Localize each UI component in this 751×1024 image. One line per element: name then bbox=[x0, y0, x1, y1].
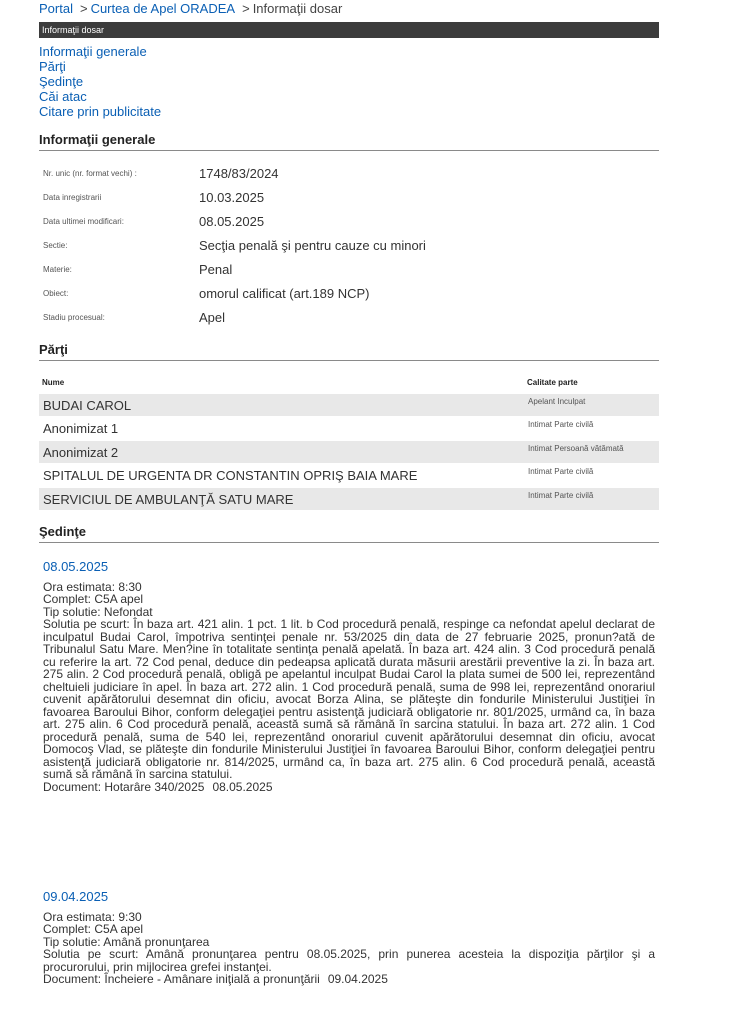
session-date-link[interactable]: 08.05.2025 bbox=[43, 559, 109, 574]
session-document bbox=[43, 781, 655, 794]
breadcrumb-court-link[interactable]: Curtea de Apel ORADEA bbox=[90, 1, 236, 16]
info-label: Stadiu procesual: bbox=[43, 313, 105, 322]
info-row-materie bbox=[43, 262, 653, 282]
session-solution-type: Tip solutie: Nefondat bbox=[43, 604, 153, 619]
session-entry bbox=[43, 891, 655, 986]
info-row-obiect bbox=[43, 286, 653, 306]
breadcrumb-current: Informaţii dosar bbox=[252, 1, 343, 16]
page-title-bar: Informaţii dosar bbox=[39, 22, 659, 38]
document-date: 08.05.2025 bbox=[212, 779, 273, 794]
info-value: 1748/83/2024 bbox=[199, 166, 279, 181]
section-title-sedinte: Şedinţe bbox=[39, 524, 659, 543]
party-role: Apelant Inculpat bbox=[528, 397, 586, 406]
session-summary: Solutia pe scurt: În baza art. 421 alin. 1 pct. 1 lit. b Cod procedură penală, respinge ca nefondat apelul declarat de inculpatul Budai Carol, împotriva sentinţei penale nr. 53/2025 din data de 27 februarie 2025, pronun?ată de Tribunalul Satu Mare. Men?ine în totalitate sentinţa penală apelată. În baza art. 424 alin. 3 Cod procedură penală cu referire la art. 72 Cod penal, deduce din pedeapsa aplicată durata măsurii arestării preventive la zi. În baza art. 275 alin. 2 Cod procedură penală, obligă pe apelantul inculpat Budai Carol la plata sumei de 500 lei, reprezentând cheltuieli judiciare în apel. În baza art. 272 alin. 1 Cod procedură penală, suma de 998 lei, reprezentând onorariul cuvenit apărătorului desemnat din oficiu, avocat Borza Alina, se plăteşte din fondurile Ministerului Justiţiei în favoarea Baroului Bihor, conform delegaţiei pentru asistenţă judiciară obligatorie nr. 801/2025, urmând ca, în baza art. 275 alin. 6 Cod procedură penală, această sumă să rămână în sarcina statului. În baza art. 272 alin. 1 Cod procedură penală, suma de 540 lei, reprezentând onorariul cuvenit apărătorului desemnat din oficiu, avocat Domocoş Vlad, se plăteşte din fondurile Ministerului Justiţiei în favoarea Baroului Bihor, conform delegaţiei pentru asistenţă judiciară obligatorie nr. 814/2025, urmând ca, în baza art. 275 alin. 6 Cod procedură penală, această sumă să rămână în sarcina statului. bbox=[43, 617, 655, 781]
info-value: Penal bbox=[199, 262, 233, 277]
info-value: 10.03.2025 bbox=[199, 190, 265, 205]
session-panel: Complet: C5A apel bbox=[43, 922, 144, 936]
session-time: Ora estimata: 9:30 bbox=[43, 909, 142, 924]
nav-link-sedinte[interactable]: Şedinţe bbox=[39, 74, 84, 89]
party-role: Intimat Parte civilă bbox=[528, 491, 594, 500]
info-label: Materie: bbox=[43, 265, 72, 274]
session-date-link[interactable]: 09.04.2025 bbox=[43, 889, 109, 904]
table-row bbox=[39, 488, 659, 510]
info-row-data-inregistrarii bbox=[43, 190, 653, 210]
document-label: Document: Încheiere - Amânare iniţială a pronunţării bbox=[43, 972, 320, 986]
info-value: Secţia penală şi pentru cauze cu minori bbox=[199, 238, 426, 253]
info-label: Data inregistrarii bbox=[43, 193, 102, 202]
session-document bbox=[43, 973, 655, 986]
section-title-general: Informaţii generale bbox=[39, 132, 659, 151]
nav-link-citare-publicitate[interactable]: Citare prin publicitate bbox=[39, 104, 162, 119]
breadcrumb-separator: > bbox=[242, 1, 250, 16]
session-solution-type: Tip solutie: Amână pronunţarea bbox=[43, 934, 210, 949]
info-row-sectie bbox=[43, 238, 653, 258]
breadcrumb-separator: > bbox=[79, 1, 88, 16]
info-row-stadiu bbox=[43, 310, 653, 330]
party-role: Intimat Parte civilă bbox=[528, 467, 594, 476]
info-label: Nr. unic (nr. format vechi) : bbox=[43, 169, 137, 178]
info-value: omorul calificat (art.189 NCP) bbox=[199, 286, 370, 301]
party-name: BUDAI CAROL bbox=[43, 398, 132, 413]
document-label: Document: Hotarâre 340/2025 bbox=[43, 779, 205, 794]
breadcrumb bbox=[39, 1, 342, 16]
party-name: SPITALUL DE URGENTA DR CONSTANTIN OPRIŞ BAIA MARE bbox=[43, 468, 418, 483]
party-name: Anonimizat 1 bbox=[43, 421, 119, 436]
session-summary: Solutia pe scurt: Amână pronunţarea pentru 08.05.2025, prin punerea acesteia la dispoziţia părţilor şi a procurorului, prin mijlocirea grefei instanţei. bbox=[43, 947, 655, 974]
party-role: Intimat Parte civilă bbox=[528, 420, 594, 429]
nav-link-parti[interactable]: Părţi bbox=[39, 59, 66, 74]
party-name: Anonimizat 2 bbox=[43, 445, 119, 460]
section-nav bbox=[39, 44, 161, 119]
table-row bbox=[39, 394, 659, 416]
info-value: 08.05.2025 bbox=[199, 214, 265, 229]
column-header-calitate: Calitate parte bbox=[527, 378, 578, 387]
party-role: Intimat Persoană vătămată bbox=[528, 444, 624, 453]
document-date: 09.04.2025 bbox=[327, 972, 388, 986]
info-label: Sectie: bbox=[43, 241, 68, 250]
table-row bbox=[39, 441, 659, 463]
breadcrumb-portal-link[interactable]: Portal bbox=[39, 1, 73, 16]
section-title-parti: Părţi bbox=[39, 342, 659, 361]
nav-link-cai-atac[interactable]: Căi atac bbox=[39, 89, 87, 104]
party-name: SERVICIUL DE AMBULANŢĂ SATU MARE bbox=[43, 492, 294, 507]
session-time: Ora estimata: 8:30 bbox=[43, 579, 142, 594]
info-row-nr-unic bbox=[43, 166, 653, 186]
column-header-nume: Nume bbox=[42, 378, 65, 387]
session-entry bbox=[43, 561, 655, 793]
info-row-data-modificari bbox=[43, 214, 653, 234]
table-row bbox=[39, 464, 659, 486]
info-value: Apel bbox=[199, 310, 226, 325]
table-row bbox=[39, 417, 659, 439]
session-panel: Complet: C5A apel bbox=[43, 592, 144, 606]
info-label: Obiect: bbox=[43, 289, 69, 298]
info-label: Data ultimei modificari: bbox=[43, 217, 124, 226]
nav-link-informatii-generale[interactable]: Informaţii generale bbox=[39, 44, 147, 59]
